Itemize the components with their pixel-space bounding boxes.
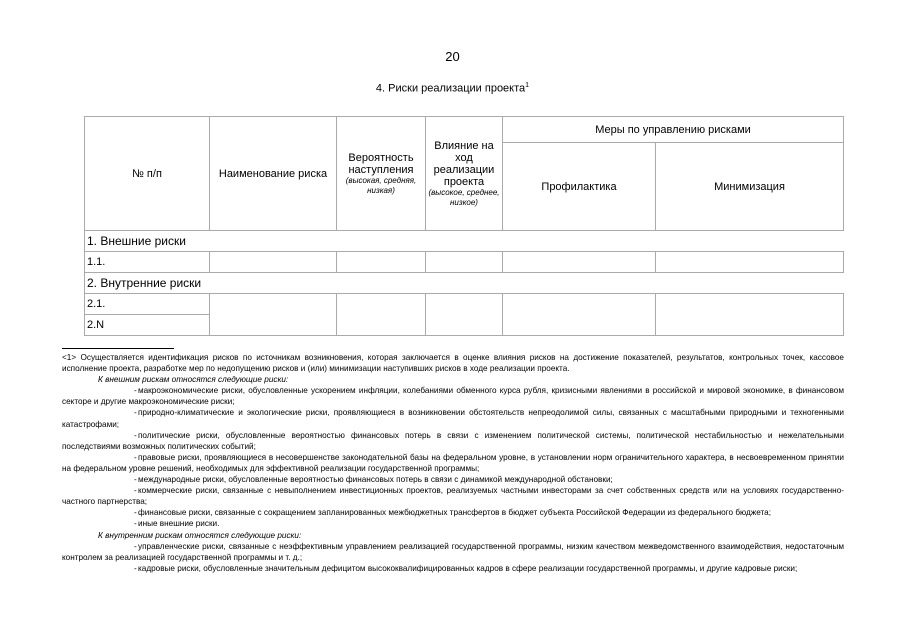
header-num: № п/п	[85, 117, 210, 231]
risk-table	[84, 116, 844, 336]
cell-probability[interactable]	[337, 294, 426, 336]
header-prevention: Профилактика	[503, 143, 656, 231]
dash-marker: -	[134, 475, 137, 485]
header-risk-name: Наименование риска	[210, 117, 337, 231]
page-number: 20	[445, 49, 460, 64]
footnote-item-text: финансовые риски, связанные с сокращением запланированных межбюджетных трансфертов в бюджет субъекта Российской Федерации из федерального бюджета;	[138, 508, 771, 518]
header-influence-note: (высокое, среднее, низкое)	[428, 187, 500, 207]
group-title: 1. Внешние риски	[85, 231, 844, 252]
cell-risk-name[interactable]	[210, 294, 337, 336]
row-number: 2.N	[85, 315, 210, 336]
cell-influence[interactable]	[426, 294, 503, 336]
group-row-internal	[85, 273, 844, 294]
header-probability-label: Вероятность наступления	[348, 151, 414, 176]
table-row	[85, 294, 844, 315]
header-measures: Меры по управлению рисками	[503, 117, 844, 143]
footnotes	[62, 352, 844, 574]
dash-marker: -	[134, 386, 137, 396]
footnote-list-item	[62, 474, 844, 485]
dash-marker: -	[134, 508, 137, 518]
footnote-list-item	[62, 563, 844, 574]
footnote-separator	[62, 348, 174, 349]
footnote-item-text: макроэкономические риски, обусловленные ускорением инфляции, колебаниями обменного курса рубля, кризисными явлениями в российской и мировой экономике, в финансовом секторе и другие макроэкономические риски;	[62, 386, 844, 407]
footnote-subheading: К внутренним рискам относятся следующие риски:	[98, 530, 302, 540]
footnote-main: <1> Осуществляется идентификация рисков по источникам возникновения, которая заключается в оценке влияния рисков на достижение показателей, результатов, контрольных точек, кассовое исполнение проекта, разработке мер по недопущению рисков и (или) минимизации наступивших рисков в ходе реализации проекта.	[62, 353, 844, 374]
footnote-item-text: иные внешние риски.	[138, 519, 220, 529]
footnote-list-item	[62, 385, 844, 407]
dash-marker: -	[134, 541, 137, 551]
dash-marker: -	[134, 519, 137, 529]
header-influence-label: Влияние на ход реализации проекта	[433, 139, 495, 188]
cell-prevention[interactable]	[503, 294, 656, 336]
row-number: 1.1.	[85, 252, 210, 273]
footnote-list-item	[62, 452, 844, 474]
footnote-item-text: международные риски, обусловленные вероятностью финансовых потерь в связи с динамикой международной обстановки;	[138, 475, 613, 485]
cell-prevention[interactable]	[503, 252, 656, 273]
footnote-item-text: политические риски, обусловленные вероятностью финансовых потерь в связи с изменением политической системы, политической нестабильностью и нежелательными последствиями возможных политических событий;	[62, 430, 844, 451]
footnote-item-text: коммерческие риски, связанные с невыполнением инвестиционных проектов, реализуемых частными инвесторами за счет собственных средств или на условиях государственно-частного партнерства;	[62, 486, 844, 507]
header-influence	[426, 117, 503, 231]
footnote-item-text: правовые риски, проявляющиеся в несовершенстве законодательной базы на федеральном уровне, в установлении норм ограничительного характера, в несвоевременном принятии на федеральном уровне решений, необходимых для эффективной реализации государственной программы;	[62, 452, 844, 473]
section-title	[0, 82, 905, 95]
footnote-list-item	[62, 485, 844, 507]
footnote-item-text: природно-климатические и экологические риски, проявляющиеся в возникновении обстоятельств непреодолимой силы, связанных с масштабными природными и техногенными катастрофами;	[62, 408, 844, 429]
table-row	[85, 252, 844, 273]
footnote-item-text: управленческие риски, связанные с неэффективным управлением реализацией государственной программы, низким качеством межведомственного взаимодействия, недостаточным контролем за реализацией государственной программы и т. д.;	[62, 541, 844, 562]
section-title-text: 4. Риски реализации проекта	[375, 82, 526, 95]
header-minimization: Минимизация	[656, 143, 844, 231]
group-title: 2. Внутренние риски	[85, 273, 844, 294]
dash-marker: -	[134, 408, 137, 418]
cell-minimization[interactable]	[656, 294, 844, 336]
cell-minimization[interactable]	[656, 252, 844, 273]
footnote-list-item	[62, 518, 844, 529]
cell-influence[interactable]	[426, 252, 503, 273]
footnote-ref: 1	[525, 82, 530, 89]
footnote-list-item	[62, 541, 844, 563]
footnote-list-item	[62, 430, 844, 452]
header-probability	[337, 117, 426, 231]
footnote-list-item	[62, 507, 844, 518]
group-row-external	[85, 231, 844, 252]
footnote-subheading: К внешним рискам относятся следующие риски:	[98, 375, 289, 385]
cell-probability[interactable]	[337, 252, 426, 273]
dash-marker: -	[134, 486, 137, 496]
dash-marker: -	[134, 563, 137, 573]
dash-marker: -	[134, 430, 137, 440]
cell-risk-name[interactable]	[210, 252, 337, 273]
footnote-item-text: кадровые риски, обусловленные значительным дефицитом высококвалифицированных кадров в сфере реализации государственной программы, и другие кадровые риски;	[138, 563, 798, 573]
header-probability-note: (высокая, средняя, низкая)	[345, 175, 417, 195]
dash-marker: -	[134, 452, 137, 462]
row-number: 2.1.	[85, 294, 210, 315]
footnote-list-item	[62, 407, 844, 429]
